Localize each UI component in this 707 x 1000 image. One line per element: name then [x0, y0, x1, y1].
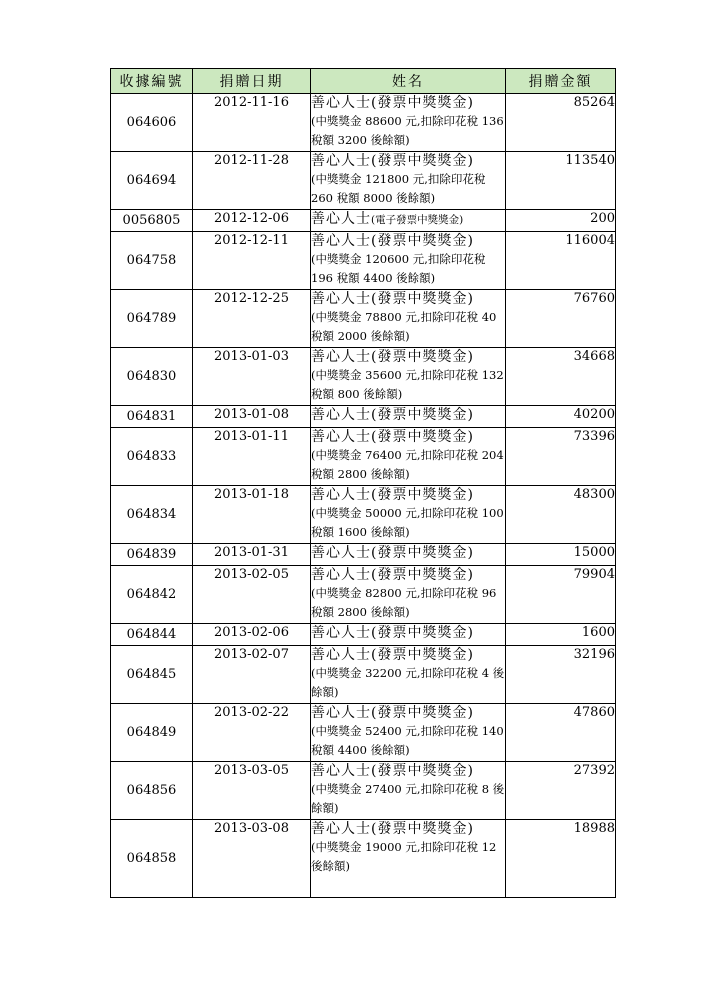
table-row	[111, 762, 616, 820]
prize-deduction-note: (中獎獎金 120600 元,扣除印花稅 196 稅額 4400 後餘額)	[311, 252, 486, 285]
donation-date-cell: 2013-01-03	[193, 348, 311, 406]
header-donation-amount: 捐贈金額	[506, 69, 616, 94]
donation-date-cell: 2013-01-31	[193, 544, 311, 566]
donor-name	[311, 624, 505, 642]
donation-date-cell: 2013-01-08	[193, 406, 311, 428]
donor-name-text: 善心人士(發票中獎獎金)	[311, 567, 474, 583]
header-row	[111, 69, 616, 94]
header-receipt-number: 收據編號	[111, 69, 193, 94]
donor-name-cell	[311, 210, 506, 232]
donor-name-cell	[311, 762, 506, 820]
prize-deduction-note: (中獎獎金 19000 元,扣除印花稅 12 後餘額)	[311, 840, 497, 873]
donation-date-cell: 2012-12-11	[193, 232, 311, 290]
donor-name-text: 善心人士(發票中獎獎金)	[311, 763, 474, 779]
receipt-number-cell: 064789	[111, 290, 193, 348]
donor-name-cell	[311, 820, 506, 898]
prize-deduction-note: (中獎獎金 121800 元,扣除印花稅 260 稅額 8000 後餘額)	[311, 172, 486, 205]
receipt-number-cell: 064830	[111, 348, 193, 406]
donor-name	[311, 646, 505, 664]
donor-name-text: 善心人士(發票中獎獎金)	[311, 349, 474, 365]
receipt-number-cell: 064833	[111, 428, 193, 486]
donation-amount-cell: 34668	[506, 348, 616, 406]
table-row	[111, 232, 616, 290]
donation-amount-cell: 113540	[506, 152, 616, 210]
donor-name	[311, 232, 505, 250]
table-row	[111, 646, 616, 704]
donor-name-cell	[311, 624, 506, 646]
prize-deduction-note: (中獎獎金 35600 元,扣除印花稅 132 稅額 800 後餘額)	[311, 368, 504, 401]
donor-name-cell	[311, 94, 506, 152]
receipt-number-cell: 064858	[111, 820, 193, 898]
donation-amount-cell: 79904	[506, 566, 616, 624]
donation-amount-cell: 27392	[506, 762, 616, 820]
donor-name-text: 善心人士(發票中獎獎金)	[311, 407, 474, 423]
donation-amount-cell: 15000	[506, 544, 616, 566]
donation-amount-cell: 85264	[506, 94, 616, 152]
prize-deduction-note: (中獎獎金 78800 元,扣除印花稅 40 稅額 2000 後餘額)	[311, 310, 497, 343]
prize-deduction-note: (中獎獎金 50000 元,扣除印花稅 100 稅額 1600 後餘額)	[311, 506, 504, 539]
donation-amount-cell: 200	[506, 210, 616, 232]
donation-amount-cell: 18988	[506, 820, 616, 898]
donation-date-cell: 2012-11-28	[193, 152, 311, 210]
donation-date-cell: 2013-02-05	[193, 566, 311, 624]
donation-date-cell: 2012-12-25	[193, 290, 311, 348]
receipt-number-cell: 064694	[111, 152, 193, 210]
table-row	[111, 704, 616, 762]
table-row	[111, 348, 616, 406]
donor-name	[311, 210, 505, 229]
prize-deduction-note: (中獎獎金 27400 元,扣除印花稅 8 後餘額)	[311, 782, 505, 815]
receipt-number-cell: 064856	[111, 762, 193, 820]
donor-name-text: 善心人士(發票中獎獎金)	[311, 821, 474, 837]
receipt-number-cell: 064834	[111, 486, 193, 544]
donor-name	[311, 152, 505, 170]
donor-name	[311, 486, 505, 504]
donor-name	[311, 428, 505, 446]
donor-name	[311, 704, 505, 722]
donor-name-cell	[311, 646, 506, 704]
donation-date-cell: 2013-03-05	[193, 762, 311, 820]
table-row	[111, 152, 616, 210]
table-row	[111, 428, 616, 486]
donor-name-text: 善心人士(發票中獎獎金)	[311, 625, 474, 641]
donor-name-text: 善心人士(發票中獎獎金)	[311, 705, 474, 721]
receipt-number-cell: 064844	[111, 624, 193, 646]
receipt-number-cell: 064758	[111, 232, 193, 290]
donor-name-cell	[311, 348, 506, 406]
donation-date-cell: 2013-02-22	[193, 704, 311, 762]
table-row	[111, 406, 616, 428]
prize-deduction-note: (中獎獎金 76400 元,扣除印花稅 204 稅額 2800 後餘額)	[311, 448, 504, 481]
donor-name-text: 善心人士(發票中獎獎金)	[311, 233, 474, 249]
donor-name-text: 善心人士(發票中獎獎金)	[311, 291, 474, 307]
donor-name-text: 善心人士(發票中獎獎金)	[311, 429, 474, 445]
donor-name-cell	[311, 290, 506, 348]
donor-name-cell	[311, 406, 506, 428]
donor-name-cell	[311, 704, 506, 762]
donor-name	[311, 820, 505, 838]
receipt-number-cell: 064842	[111, 566, 193, 624]
donor-name-text: 善心人士	[311, 211, 371, 227]
donor-name-cell	[311, 544, 506, 566]
receipt-number-cell: 064606	[111, 94, 193, 152]
donor-name	[311, 406, 505, 424]
table-row	[111, 290, 616, 348]
donation-amount-cell: 32196	[506, 646, 616, 704]
table-row	[111, 210, 616, 232]
donor-name	[311, 94, 505, 112]
donor-name-text: 善心人士(發票中獎獎金)	[311, 545, 474, 561]
table-row	[111, 544, 616, 566]
receipt-number-cell: 064839	[111, 544, 193, 566]
receipt-number-cell: 064845	[111, 646, 193, 704]
table-row	[111, 94, 616, 152]
donor-name-text: 善心人士(發票中獎獎金)	[311, 95, 474, 111]
donor-name-suffix: (電子發票中獎獎金)	[371, 214, 464, 226]
donor-name	[311, 566, 505, 584]
donation-date-cell: 2013-03-08	[193, 820, 311, 898]
donation-date-cell: 2013-01-11	[193, 428, 311, 486]
donation-table	[110, 68, 616, 898]
receipt-number-cell: 064831	[111, 406, 193, 428]
prize-deduction-note: (中獎獎金 32200 元,扣除印花稅 4 後餘額)	[311, 666, 505, 699]
donation-amount-cell: 116004	[506, 232, 616, 290]
receipt-number-cell: 064849	[111, 704, 193, 762]
donor-name-cell	[311, 428, 506, 486]
donor-name-text: 善心人士(發票中獎獎金)	[311, 153, 474, 169]
donor-name-text: 善心人士(發票中獎獎金)	[311, 487, 474, 503]
prize-deduction-note: (中獎獎金 82800 元,扣除印花稅 96 稅額 2800 後餘額)	[311, 586, 497, 619]
donation-amount-cell: 73396	[506, 428, 616, 486]
header-name: 姓名	[311, 69, 506, 94]
donation-date-cell: 2013-01-18	[193, 486, 311, 544]
donor-name-text: 善心人士(發票中獎獎金)	[311, 647, 474, 663]
donation-date-cell: 2013-02-07	[193, 646, 311, 704]
donation-amount-cell: 48300	[506, 486, 616, 544]
donation-amount-cell: 76760	[506, 290, 616, 348]
receipt-number-cell: 0056805	[111, 210, 193, 232]
header-donation-date: 捐贈日期	[193, 69, 311, 94]
prize-deduction-note: (中獎獎金 52400 元,扣除印花稅 140 稅額 4400 後餘額)	[311, 724, 504, 757]
donation-date-cell: 2012-12-06	[193, 210, 311, 232]
table-row	[111, 486, 616, 544]
donor-name	[311, 544, 505, 562]
donor-name-cell	[311, 232, 506, 290]
donation-date-cell: 2013-02-06	[193, 624, 311, 646]
donor-name-cell	[311, 566, 506, 624]
donor-name-cell	[311, 152, 506, 210]
donation-amount-cell: 47860	[506, 704, 616, 762]
table-row	[111, 566, 616, 624]
donor-name	[311, 348, 505, 366]
donation-amount-cell: 40200	[506, 406, 616, 428]
donation-amount-cell: 1600	[506, 624, 616, 646]
donor-name-cell	[311, 486, 506, 544]
donor-name	[311, 762, 505, 780]
table-row	[111, 624, 616, 646]
table-row	[111, 820, 616, 898]
donation-date-cell: 2012-11-16	[193, 94, 311, 152]
prize-deduction-note: (中獎獎金 88600 元,扣除印花稅 136 稅額 3200 後餘額)	[311, 114, 504, 147]
donor-name	[311, 290, 505, 308]
